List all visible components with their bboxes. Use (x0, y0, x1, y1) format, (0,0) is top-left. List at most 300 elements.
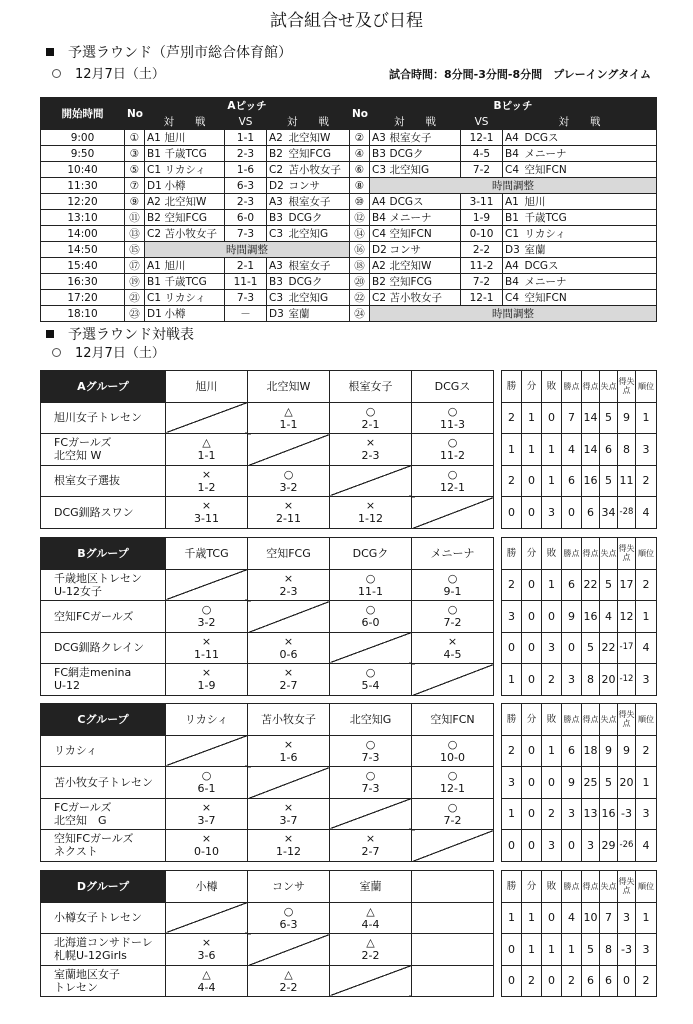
score: 6-3 (225, 178, 267, 194)
stat-header: 勝点 (562, 704, 582, 736)
result-score: 1-12 (358, 512, 383, 526)
stat-header: 失点 (600, 871, 618, 903)
section2-heading (46, 324, 194, 344)
result-cell (330, 934, 412, 966)
result-score: 3-7 (279, 813, 298, 827)
stat-value: 8 (618, 434, 636, 466)
stat-header: 順位 (636, 871, 657, 903)
result-mark: × (283, 666, 294, 680)
result-cell (330, 569, 412, 601)
result-mark: ○ (447, 737, 458, 751)
result-mark: ○ (447, 571, 458, 585)
section1-date-text: 12月7日（土） (75, 67, 165, 82)
team2-slot: D2 (267, 178, 287, 194)
stat-value: 1 (542, 434, 562, 466)
stat-value: 3 (502, 767, 522, 799)
team1-slot: D1 (145, 178, 163, 194)
stat-value: 14 (582, 434, 600, 466)
stat-value: 4 (600, 601, 618, 633)
team-row (41, 830, 657, 862)
stat-value: 3 (636, 934, 657, 966)
start-time: 9:00 (41, 130, 125, 146)
match-no: ⑤ (125, 162, 145, 178)
team-name: 室蘭地区女子 トレセン (41, 965, 166, 997)
team-name: 苫小牧女子トレセン (41, 767, 166, 799)
group-name: Dグループ (41, 871, 166, 903)
bullet-circle-icon (52, 348, 61, 357)
schedule-row (41, 226, 657, 242)
schedule-row (41, 242, 657, 258)
stat-value: 1 (636, 902, 657, 934)
stat-header: 勝 (502, 871, 522, 903)
team-row (41, 402, 657, 434)
result-cell (166, 497, 248, 529)
section1-date (52, 63, 165, 82)
stat-header: 得失点 (618, 704, 636, 736)
group-table (40, 703, 657, 862)
result-score: 4-5 (443, 647, 462, 661)
result-cell (412, 569, 494, 601)
result-mark: ○ (447, 769, 458, 783)
team2-slot: A2 (267, 130, 287, 146)
result-mark: × (365, 499, 376, 513)
stat-value: 0 (522, 601, 542, 633)
start-time: 18:10 (41, 306, 125, 322)
score: 11-2 (461, 258, 503, 274)
time-adjust: 時間調整 (145, 242, 350, 258)
team2-slot: D3 (503, 242, 523, 258)
spacer (494, 538, 502, 570)
stat-value: 16 (582, 601, 600, 633)
spacer (494, 371, 502, 403)
stat-value: 1 (542, 934, 562, 966)
stat-value: 4 (562, 902, 582, 934)
result-mark: × (447, 634, 458, 648)
team1-slot: B1 (145, 146, 163, 162)
stat-value: 22 (582, 569, 600, 601)
opponent-header: 北空知G (330, 704, 412, 736)
result-mark: × (201, 666, 212, 680)
stat-value: 1 (522, 402, 542, 434)
start-time: 12:20 (41, 194, 125, 210)
result-mark: × (365, 832, 376, 846)
team1-name: メニーナ (388, 210, 461, 226)
stat-value: -12 (618, 664, 636, 696)
team1-name: 旭川 (163, 130, 225, 146)
schedule-row (41, 194, 657, 210)
header-no-b: No (350, 98, 370, 130)
result-cell (166, 798, 248, 830)
team1-slot: A1 (145, 258, 163, 274)
result-score: 2-7 (279, 679, 298, 693)
team2-slot: B2 (267, 146, 287, 162)
stat-value: 5 (600, 569, 618, 601)
stat-value: 4 (636, 497, 657, 529)
team2-slot: C3 (267, 226, 287, 242)
result-cell (166, 830, 248, 862)
section2-date (52, 342, 165, 361)
team1-name: 苫小牧女子 (163, 226, 225, 242)
stat-value: 1 (542, 735, 562, 767)
header-pitch-b: Bピッチ (370, 98, 657, 114)
match-no: ㉒ (350, 290, 370, 306)
stat-header: 失点 (600, 538, 618, 570)
result-mark: × (201, 499, 212, 513)
result-cell (166, 632, 248, 664)
result-score: 3-11 (194, 512, 219, 526)
result-score: 2-3 (279, 584, 298, 598)
start-time: 9:50 (41, 146, 125, 162)
result-mark: △ (366, 904, 375, 918)
result-score: 6-3 (279, 917, 298, 931)
result-cell (330, 830, 412, 862)
team1-slot: B2 (370, 274, 388, 290)
stat-value: 0 (542, 902, 562, 934)
result-score: 1-6 (279, 750, 298, 764)
result-cell (248, 664, 330, 696)
team2-name: 根室女子 (287, 258, 350, 274)
stat-value: 3 (618, 902, 636, 934)
match-no: ⑲ (125, 274, 145, 290)
self-match-cell (330, 965, 412, 997)
team-name: 千歳地区トレセン U-12女子 (41, 569, 166, 601)
match-no: ⑯ (350, 242, 370, 258)
result-score: 4-4 (197, 980, 216, 994)
stat-value: 0 (502, 497, 522, 529)
result-mark: ○ (365, 571, 376, 585)
team1-name: リカシィ (163, 290, 225, 306)
stat-value: 17 (618, 569, 636, 601)
team1-slot: B1 (145, 274, 163, 290)
team-row (41, 664, 657, 696)
stat-header: 勝 (502, 538, 522, 570)
self-match-cell (166, 902, 248, 934)
stat-value: 0 (502, 934, 522, 966)
schedule-table (40, 97, 657, 322)
spacer (494, 965, 502, 997)
result-mark: × (283, 571, 294, 585)
team1-slot: B4 (370, 210, 388, 226)
start-time: 14:00 (41, 226, 125, 242)
stat-value: 25 (582, 767, 600, 799)
stat-value: 5 (600, 402, 618, 434)
team2-slot: A4 (503, 258, 523, 274)
score: 4-5 (461, 146, 503, 162)
stat-value: 2 (542, 664, 562, 696)
self-match-cell (248, 934, 330, 966)
header-match-b: 対 戦 (370, 114, 461, 130)
stat-header: 得失点 (618, 371, 636, 403)
result-score: 12-1 (440, 782, 465, 796)
team2-name: 空知FCN (523, 162, 657, 178)
team2-name: 空知FCG (287, 146, 350, 162)
result-score: 1-11 (194, 647, 219, 661)
score: 1-1 (225, 130, 267, 146)
stat-value: -26 (618, 830, 636, 862)
team2-name: 北空知W (287, 130, 350, 146)
stat-value: -17 (618, 632, 636, 664)
team1-name: 空知FCG (388, 274, 461, 290)
match-no: ⑬ (125, 226, 145, 242)
header-vs-a: VS (225, 114, 267, 130)
stat-value: 2 (502, 402, 522, 434)
header-pitch-a: Aピッチ (145, 98, 350, 114)
match-no: ⑧ (350, 178, 370, 194)
result-score: 2-3 (361, 449, 380, 463)
stat-value: 1 (502, 902, 522, 934)
team1-slot: A1 (145, 130, 163, 146)
opponent-header: 空知FCN (412, 704, 494, 736)
score: 12-1 (461, 290, 503, 306)
team1-name: 千歳TCG (163, 146, 225, 162)
team-row (41, 902, 657, 934)
result-score: 6-0 (361, 616, 380, 630)
stat-value: 9 (562, 601, 582, 633)
start-time: 17:20 (41, 290, 125, 306)
opponent-header: 旭川 (166, 371, 248, 403)
team1-name: 苫小牧女子 (388, 290, 461, 306)
result-cell (412, 601, 494, 633)
result-cell (412, 798, 494, 830)
stat-value: 2 (502, 735, 522, 767)
self-match-cell (412, 830, 494, 862)
team1-slot: A3 (370, 130, 388, 146)
result-mark: △ (366, 936, 375, 950)
schedule-row (41, 306, 657, 322)
stat-value: 3 (542, 632, 562, 664)
stat-value: 0 (522, 497, 542, 529)
stat-value: 6 (582, 965, 600, 997)
match-no: ⑥ (350, 162, 370, 178)
result-mark: △ (202, 967, 211, 981)
opponent-header: リカシィ (166, 704, 248, 736)
spacer (494, 704, 502, 736)
result-mark: ○ (283, 467, 294, 481)
stat-value: 6 (582, 497, 600, 529)
result-mark: × (283, 737, 294, 751)
team1-slot: A2 (370, 258, 388, 274)
match-no: ⑭ (350, 226, 370, 242)
header-no-a: No (125, 98, 145, 130)
stat-value: 9 (618, 735, 636, 767)
time-adjust: 時間調整 (370, 306, 657, 322)
stat-value: 0 (522, 632, 542, 664)
bullet-square-icon (46, 330, 54, 338)
schedule-row (41, 258, 657, 274)
start-time: 16:30 (41, 274, 125, 290)
opponent-header: DCGス (412, 371, 494, 403)
result-score: 2-2 (361, 949, 380, 963)
team1-slot: C3 (370, 162, 388, 178)
score: 1-9 (461, 210, 503, 226)
stat-value: 1 (522, 434, 542, 466)
stat-value: 1 (522, 902, 542, 934)
stat-value: 0 (522, 798, 542, 830)
stat-value: 6 (600, 434, 618, 466)
self-match-cell (166, 569, 248, 601)
team2-slot: C4 (503, 162, 523, 178)
team2-slot: C2 (267, 162, 287, 178)
result-cell (248, 632, 330, 664)
stat-header: 失点 (600, 371, 618, 403)
team1-slot: C1 (145, 290, 163, 306)
team1-name: 千歳TCG (163, 274, 225, 290)
team1-name: 小樽 (163, 306, 225, 322)
header-vs-b: VS (461, 114, 503, 130)
bullet-circle-icon (52, 69, 61, 78)
stat-header: 敗 (542, 538, 562, 570)
stat-value: 2 (636, 965, 657, 997)
spacer (494, 465, 502, 497)
team-row (41, 497, 657, 529)
score: 2-3 (225, 146, 267, 162)
team2-name: DCGク (287, 274, 350, 290)
stat-header: 勝点 (562, 871, 582, 903)
result-cell (330, 664, 412, 696)
result-score: 5-4 (361, 679, 380, 693)
result-cell (248, 569, 330, 601)
team2-name: コンサ (287, 178, 350, 194)
result-score: 11-2 (440, 449, 465, 463)
team-row (41, 767, 657, 799)
stat-value: 0 (522, 569, 542, 601)
team1-name: コンサ (388, 242, 461, 258)
result-score: 11-3 (440, 417, 465, 431)
stat-value: 0 (542, 402, 562, 434)
score: 6-0 (225, 210, 267, 226)
result-mark: ○ (365, 666, 376, 680)
result-mark: × (283, 832, 294, 846)
stat-value: 10 (582, 902, 600, 934)
result-score: 0-6 (279, 647, 298, 661)
result-score: 0-10 (194, 845, 219, 859)
stat-value: 8 (600, 934, 618, 966)
stat-value: 6 (562, 569, 582, 601)
result-cell (248, 465, 330, 497)
spacer (494, 632, 502, 664)
result-mark: ○ (447, 603, 458, 617)
team-name: 旭川女子トレセン (41, 402, 166, 434)
self-match-cell (330, 798, 412, 830)
stat-header: 分 (522, 704, 542, 736)
spacer (494, 569, 502, 601)
stat-value: 2 (636, 465, 657, 497)
team1-slot: A4 (370, 194, 388, 210)
stat-value: 34 (600, 497, 618, 529)
result-cell (330, 497, 412, 529)
start-time: 15:40 (41, 258, 125, 274)
result-score: 7-3 (361, 750, 380, 764)
self-match-cell (248, 434, 330, 466)
stat-header: 得点 (582, 871, 600, 903)
result-mark: ○ (447, 404, 458, 418)
team1-name: DCGス (388, 194, 461, 210)
stat-value: 20 (600, 664, 618, 696)
match-no: ㉑ (125, 290, 145, 306)
team1-slot: C2 (370, 290, 388, 306)
result-score: 12-1 (440, 480, 465, 494)
match-no: ① (125, 130, 145, 146)
stat-value: 9 (600, 735, 618, 767)
stat-value: 1 (542, 569, 562, 601)
result-cell (166, 965, 248, 997)
stat-value: 0 (542, 767, 562, 799)
result-mark: × (365, 436, 376, 450)
stat-value: 1 (636, 767, 657, 799)
result-mark: △ (284, 967, 293, 981)
match-no: ⑨ (125, 194, 145, 210)
result-mark: ○ (365, 769, 376, 783)
stat-value: 0 (522, 830, 542, 862)
stat-value: 0 (502, 830, 522, 862)
score: 12-1 (461, 130, 503, 146)
team-name: 小樽女子トレセン (41, 902, 166, 934)
result-score: 1-1 (279, 417, 298, 431)
team1-name: 根室女子 (388, 130, 461, 146)
match-no: ⑮ (125, 242, 145, 258)
result-cell (248, 965, 330, 997)
result-cell (248, 735, 330, 767)
result-score: 3-6 (197, 949, 216, 963)
spacer (494, 830, 502, 862)
opponent-header: 室蘭 (330, 871, 412, 903)
stat-value: 0 (542, 601, 562, 633)
stat-value: 3 (562, 798, 582, 830)
match-no: ③ (125, 146, 145, 162)
result-cell (330, 735, 412, 767)
stat-value: 7 (562, 402, 582, 434)
match-no: ⑩ (350, 194, 370, 210)
group-name: Aグループ (41, 371, 166, 403)
start-time: 14:50 (41, 242, 125, 258)
stat-header: 分 (522, 871, 542, 903)
score: 11-1 (225, 274, 267, 290)
stat-value: 1 (502, 664, 522, 696)
score: 7-2 (461, 274, 503, 290)
stat-value: 2 (542, 798, 562, 830)
stat-value: 3 (582, 830, 600, 862)
result-cell (248, 902, 330, 934)
stat-value: 1 (522, 934, 542, 966)
score: 0-10 (461, 226, 503, 242)
team1-name: 北空知W (163, 194, 225, 210)
stat-value: 0 (502, 632, 522, 664)
stat-header: 敗 (542, 371, 562, 403)
score: 2-1 (225, 258, 267, 274)
group-table (40, 537, 657, 696)
team2-name: 根室女子 (287, 194, 350, 210)
start-time: 10:40 (41, 162, 125, 178)
team2-slot: B4 (503, 146, 523, 162)
team2-slot: A4 (503, 130, 523, 146)
stat-value: 2 (636, 569, 657, 601)
result-cell (330, 434, 412, 466)
stat-header: 得失点 (618, 871, 636, 903)
team1-name: 空知FCN (388, 226, 461, 242)
result-cell (166, 434, 248, 466)
header-match2-a: 対 戦 (267, 114, 350, 130)
stat-value: 13 (582, 798, 600, 830)
team2-slot: A1 (503, 194, 523, 210)
stat-value: 0 (522, 735, 542, 767)
stat-value: 16 (600, 798, 618, 830)
opponent-header: 空知FCG (248, 538, 330, 570)
stat-value: 1 (542, 465, 562, 497)
team-row (41, 601, 657, 633)
team2-name: 北空知G (287, 226, 350, 242)
stat-header: 勝 (502, 371, 522, 403)
stat-value: 29 (600, 830, 618, 862)
